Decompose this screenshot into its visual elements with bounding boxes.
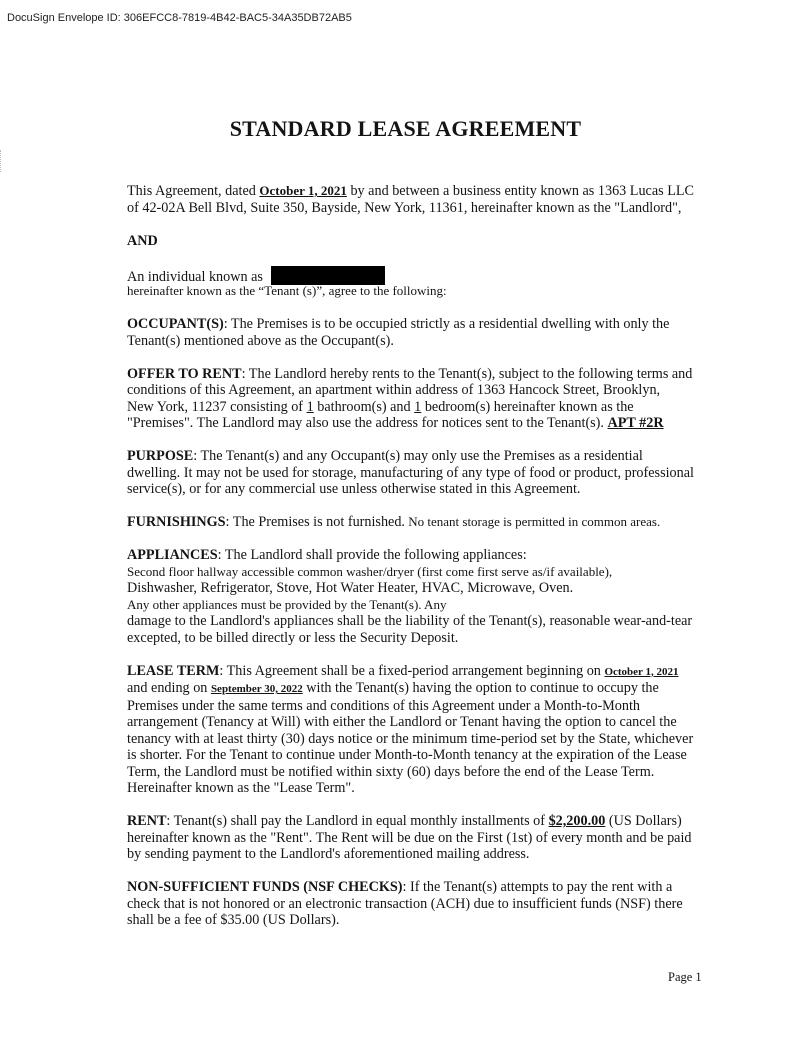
rent-section: RENT: Tenant(s) shall pay the Landlord in equal monthly installments of $2,200.00 (US Dollars) hereinafter known as the "Rent". The Rent will be due on the First (1st) of every month and be paid by sending payment to the Landlord's aforementioned mailing address. (127, 813, 692, 862)
tenant-line-1: An individual known as (127, 266, 707, 286)
lease-term-section: LEASE TERM: This Agreement shall be a fixed-period arrangement beginning on October 1, 2021 and ending on September 30, 2022 with the Tenant(s) having the option to continue to occupy the Premises under the same terms and conditions of this Agreement under a Month-to-Month arrangement (Tenancy at Will) with either the Landlord or Tenant having the option to cancel the tenancy with at least thirty (30) days notice or the minimum time-period set by the State, whichever is shorter. For the Tenant to continue under Month-to-Month tenancy at the expiration of the Lease Term, the Landlord must be notified within sixty (60) days before the end of the Lease Term. Hereinafter known as the "Lease Term". (127, 662, 694, 796)
rent-amount: $2,200.00 (548, 813, 606, 829)
apartment-number: APT #2R (607, 415, 664, 431)
occupants-section: OCCUPANT(S): The Premises is to be occupied strictly as a residential dwelling with only the Tenant(s) mentioned above as the Occupant(s). (127, 316, 670, 349)
intro-paragraph (127, 183, 707, 216)
lease-start-date: October 1, 2021 (604, 665, 679, 678)
purpose-section: PURPOSE: The Tenant(s) and any Occupant(s) may only use the Premises as a residential dwelling. It may not be used for storage, manufacturing of any type of food or product, professional service(s), or for any commercial use unless otherwise stated in this Agreement. (127, 448, 694, 497)
agreement-date: October 1, 2021 (259, 183, 347, 198)
scan-edge-mark (0, 150, 4, 172)
bedroom-count: 1 (414, 398, 422, 415)
purpose-heading: PURPOSE (127, 448, 194, 464)
appliances-section: APPLIANCES: The Landlord shall provide the following appliances: Second floor hallway accessible common washer/dryer (first come first serve as/if available), Dishwasher, Refrigerator, Stove, Hot Water Heater, HVAC, Microwave, Oven. Any other appliances must be provided by the Tenant(s). Any damage to the Landlord's appliances shall be the liability of the Tenant(s), reasonable wear-and-tear excepted, to be billed directly or less the Security Deposit. (127, 547, 693, 646)
furnishings-section: FURNISHINGS: The Premises is not furnished. No tenant storage is permitted in common areas. (127, 514, 661, 530)
bathroom-count: 1 (306, 398, 314, 415)
document-title: STANDARD LEASE AGREEMENT (229, 116, 582, 141)
lease-end-date: September 30, 2022 (210, 683, 303, 695)
lease-body (127, 183, 707, 945)
page-number: Page 1 (668, 970, 702, 984)
tenant-paragraph (127, 266, 707, 300)
intro-line-1: This Agreement, dated October 1, 2021 by and between a business entity known as 1363 Lucas LLC (127, 183, 695, 199)
rent-heading: RENT (127, 813, 167, 829)
and-heading: AND (127, 232, 158, 249)
offer-heading: OFFER TO RENT (127, 365, 242, 382)
tenant-line-2: hereinafter known as the “Tenant (s)”, agree to the following: (127, 283, 447, 298)
intro-line-2: of 42-02A Bell Blvd, Suite 350, Bayside, New York, 11361, hereinafter known as the "Landlord", (127, 199, 682, 216)
offer-to-rent-section: OFFER TO RENT: The Landlord hereby rents to the Tenant(s), subject to the following terms and conditions of this Agreement, an apartment within address of 1363 Hancock Street, Brooklyn, New York, 11237 consisting of 1 bathroom(s) and 1 bedroom(s) hereinafter known as the "Premises". The Landlord may also use the address for notices sent to the Tenant(s). APT #2R (127, 365, 693, 431)
appliances-heading: APPLIANCES (127, 547, 218, 563)
nsf-section: NON-SUFFICIENT FUNDS (NSF CHECKS): If the Tenant(s) attempts to pay the rent with a check that is not honored or an electronic transaction (ACH) due to insufficient funds (NSF) there shall be a fee of $35.00 (US Dollars). (127, 879, 683, 928)
lease-term-heading: LEASE TERM (127, 662, 220, 679)
docusign-envelope-id: DocuSign Envelope ID: 306EFCC8-7819-4B42-BAC5-34A35DB72AB5 (7, 12, 352, 24)
nsf-heading: NON-SUFFICIENT FUNDS (NSF CHECKS) (127, 879, 403, 895)
furnishings-heading: FURNISHINGS (127, 514, 226, 530)
redacted-tenant-name (271, 266, 385, 285)
occupants-heading: OCCUPANT(S) (127, 316, 224, 332)
